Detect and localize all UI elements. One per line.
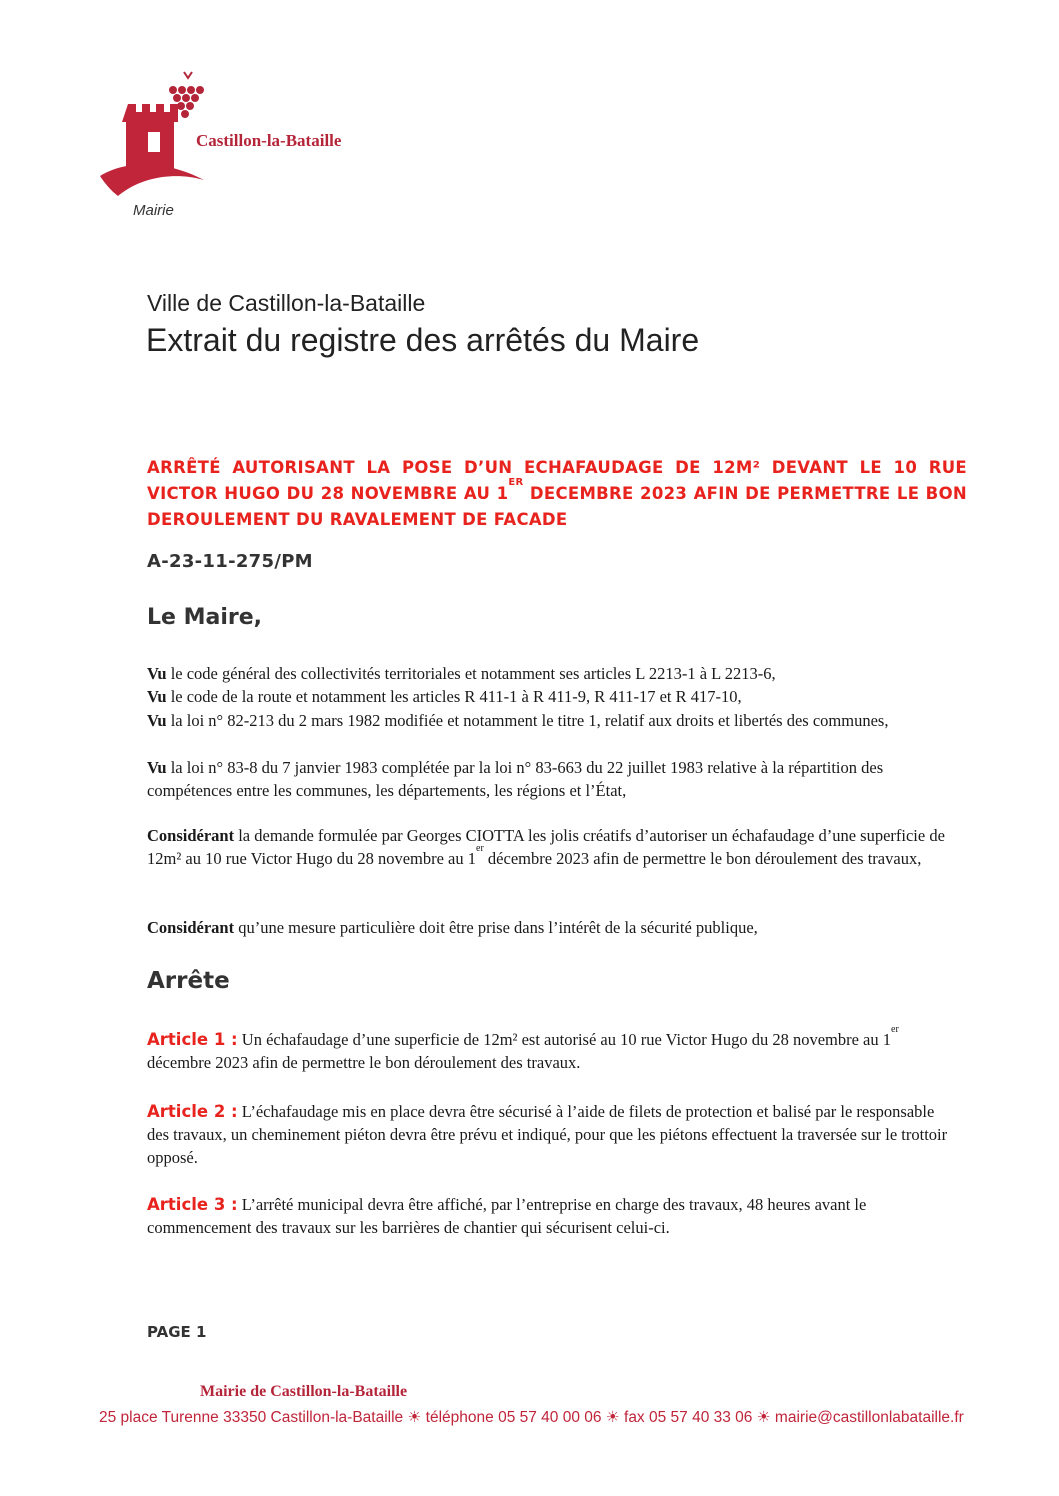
visa-1 [147,662,967,685]
visa-2 [147,685,967,708]
article-text: L’échafaudage mis en place devra être sécurisé à l’aide de filets de protection et balisé par le responsable des travaux, un cheminement piéton devra être prévu et indiqué, pour que les piétons effectuent la traversée sur le trottoir opposé. [147,1102,948,1167]
arrete-title-part2: DECEMBRE 2023 AFIN DE PERMETTRE LE BON DEROULEMENT DU RAVALEMENT DE FACADE [147,484,967,529]
le-maire-heading: Le Maire, [147,605,263,630]
page-number: PAGE 1 [147,1323,207,1341]
article-2 [147,1100,959,1169]
visa-text: le code de la route et notamment les articles R 411-1 à R 411-9, R 411-17 et R 417-10, [166,687,742,706]
considerant-text: qu’une mesure particulière doit être prise dans l’intérêt de la sécurité publique, [234,918,758,937]
article-label: Article 2 : [147,1102,238,1121]
article-text: Un échafaudage d’une superficie de 12m² est autorisé au 10 rue Victor Hugo du 28 novembre au 1 [237,1030,892,1049]
arrete-reference: A-23-11-275/PM [147,551,313,572]
arrete-title [147,455,967,533]
visa-text: la loi n° 83-8 du 7 janvier 1983 complétée par la loi n° 83-663 du 22 juillet 1983 relative à la répartition des compétences entre les communes, les départements, les régions et l’État, [147,758,884,800]
considerant-text: la demande formulée par Georges CIOTTA les jolis créatifs d’autoriser un échafaudage d’une superficie de 12m² au 10 rue Victor Hugo du 28 novembre au 1 [147,826,945,868]
considerant-keyword: Considérant [147,918,235,937]
article-3 [147,1193,947,1239]
visa-3 [147,709,907,732]
considerant-text-end: décembre 2023 afin de permettre le bon déroulement des travaux, [483,849,922,868]
visa-4 [147,756,917,802]
article-label: Article 1 : [147,1030,238,1049]
header-title: Extrait du registre des arrêtés du Maire [146,322,700,358]
considerant-2 [147,916,967,939]
header-city: Ville de Castillon-la-Bataille [147,290,426,316]
castle-grapes-emblem [96,68,206,218]
footer-address: 25 place Turenne 33350 Castillon-la-Bataille ☀ téléphone 05 57 40 00 06 ☀ fax 05 57 40 33 06 ☀ mairie@castillonlabataille.fr [99,1409,964,1426]
footer-name: Mairie de Castillon-la-Bataille [200,1383,408,1400]
visa-keyword: Vu [147,664,167,683]
arrete-title-part1: ARRÊTÉ AUTORISANT LA POSE D’UN ECHAFAUDAGE DE 12M² DEVANT LE 10 RUE VICTOR HUGO DU 28 NOVEMBRE AU 1 [147,458,967,503]
considerant-keyword: Considérant [147,826,235,845]
logo-subtitle: Mairie [133,202,174,219]
article-text-end: décembre 2023 afin de permettre le bon déroulement des travaux. [147,1053,581,1072]
article-text: L’arrêté municipal devra être affiché, par l’entreprise en charge des travaux, 48 heures avant le commencement des travaux sur les barrières de chantier qui sécurisent celui-ci. [147,1195,867,1237]
visa-text: la loi n° 82-213 du 2 mars 1982 modifiée et notamment le titre 1, relatif aux droits et libertés des communes, [166,711,889,730]
article-sup: er [891,1024,899,1035]
article-1 [147,1024,907,1074]
considerant-1 [147,824,969,870]
arrete-heading: Arrête [147,968,230,994]
visa-text: le code général des collectivités territoriales et notamment ses articles L 2213-1 à L 2213-6, [166,664,776,683]
logo-city-name: Castillon-la-Bataille [196,131,342,150]
arrete-title-sup: ER [508,477,524,488]
article-label: Article 3 : [147,1195,238,1214]
visa-keyword: Vu [147,687,167,706]
considerant-sup: er [476,843,484,854]
visa-keyword: Vu [147,758,167,777]
visa-keyword: Vu [147,711,167,730]
